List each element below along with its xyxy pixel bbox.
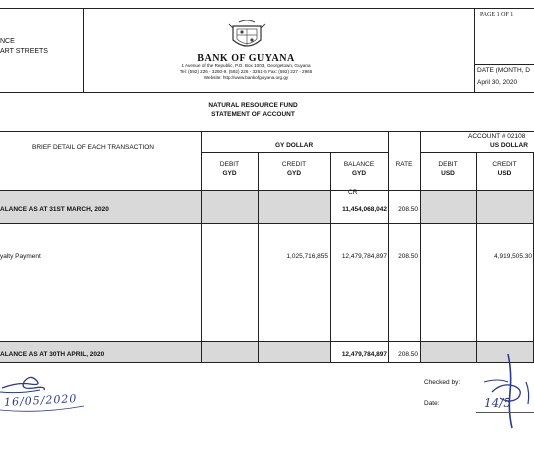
signature-date: 16/05/2020 <box>3 392 78 409</box>
bank-crest-icon <box>227 20 267 54</box>
balance-gyd-header: BALANCE <box>343 161 375 168</box>
debit-usd-header: DEBIT <box>438 161 458 168</box>
balance-gyd-unit: GYD <box>351 170 367 177</box>
bank-phone: Tel: (592) 226 - 3250-9, (592) 226 - 3261-5 Fax: (592) 227 - 2965 <box>179 69 313 74</box>
opening-balance-detail: ALANCE AS AT 31ST MARCH, 2020 <box>0 206 109 213</box>
checker-date: 14/5 <box>484 396 511 410</box>
closing-balance-detail: ALANCE AS AT 30TH APRIL, 2020 <box>0 351 105 358</box>
statement-subtitle: STATEMENT OF ACCOUNT <box>211 111 295 118</box>
credit-gyd-header: CREDIT <box>281 161 307 168</box>
checked-by-label: Checked by: <box>424 379 461 386</box>
opening-balance-gyd: 11,454,068,042 <box>342 206 387 213</box>
royalty-credit-usd: 4,919,505.30 <box>494 253 532 260</box>
closing-rate: 208.50 <box>398 351 418 358</box>
debit-usd-unit: USD <box>441 170 455 177</box>
opening-rate: 208.50 <box>398 206 418 213</box>
detail-column-header: BRIEF DETAIL OF EACH TRANSACTION <box>32 144 154 151</box>
us-dollar-group: US DOLLAR <box>490 142 528 149</box>
bank-address: 1 Avenue of the Republic, P.O. Box 1003, Georgetown, Guyana <box>181 63 311 68</box>
royalty-detail: yalty Payment <box>0 253 41 260</box>
checker-signature <box>478 352 534 432</box>
credit-usd-header: CREDIT <box>492 161 517 168</box>
date-label: DATE (MONTH, D <box>477 67 530 74</box>
royalty-balance-gyd: 12,479,784,897 <box>341 253 387 260</box>
statement-title: NATURAL RESOURCE FUND <box>208 102 298 109</box>
page-number: PAGE 1 OF 1 <box>480 12 514 18</box>
debit-gyd-unit: GYD <box>222 170 237 177</box>
account-number: ACCOUNT # 02108 <box>468 133 526 140</box>
royalty-rate: 208.50 <box>398 253 418 260</box>
gy-dollar-group: GY DOLLAR <box>275 142 314 149</box>
credit-usd-unit: USD <box>497 170 512 177</box>
rate-header: RATE <box>395 161 413 168</box>
royalty-credit-gyd: 1,025,716,855 <box>286 253 328 260</box>
bank-website: Website: http://www.bankofguyana.org.gy <box>203 75 289 80</box>
cr-marker: CR <box>348 189 358 196</box>
debit-gyd-header: DEBIT <box>219 161 240 168</box>
bank-name: BANK OF GUYANA <box>197 53 295 64</box>
statement-date: April 30, 2020 <box>477 79 518 86</box>
closing-balance-gyd: 12,479,784,897 <box>341 351 387 358</box>
date-label-footer: Date: <box>424 400 440 407</box>
address-line-1: NCE <box>0 38 15 45</box>
address-line-2: ART STREETS <box>0 48 48 55</box>
credit-gyd-unit: GYD <box>286 170 302 177</box>
